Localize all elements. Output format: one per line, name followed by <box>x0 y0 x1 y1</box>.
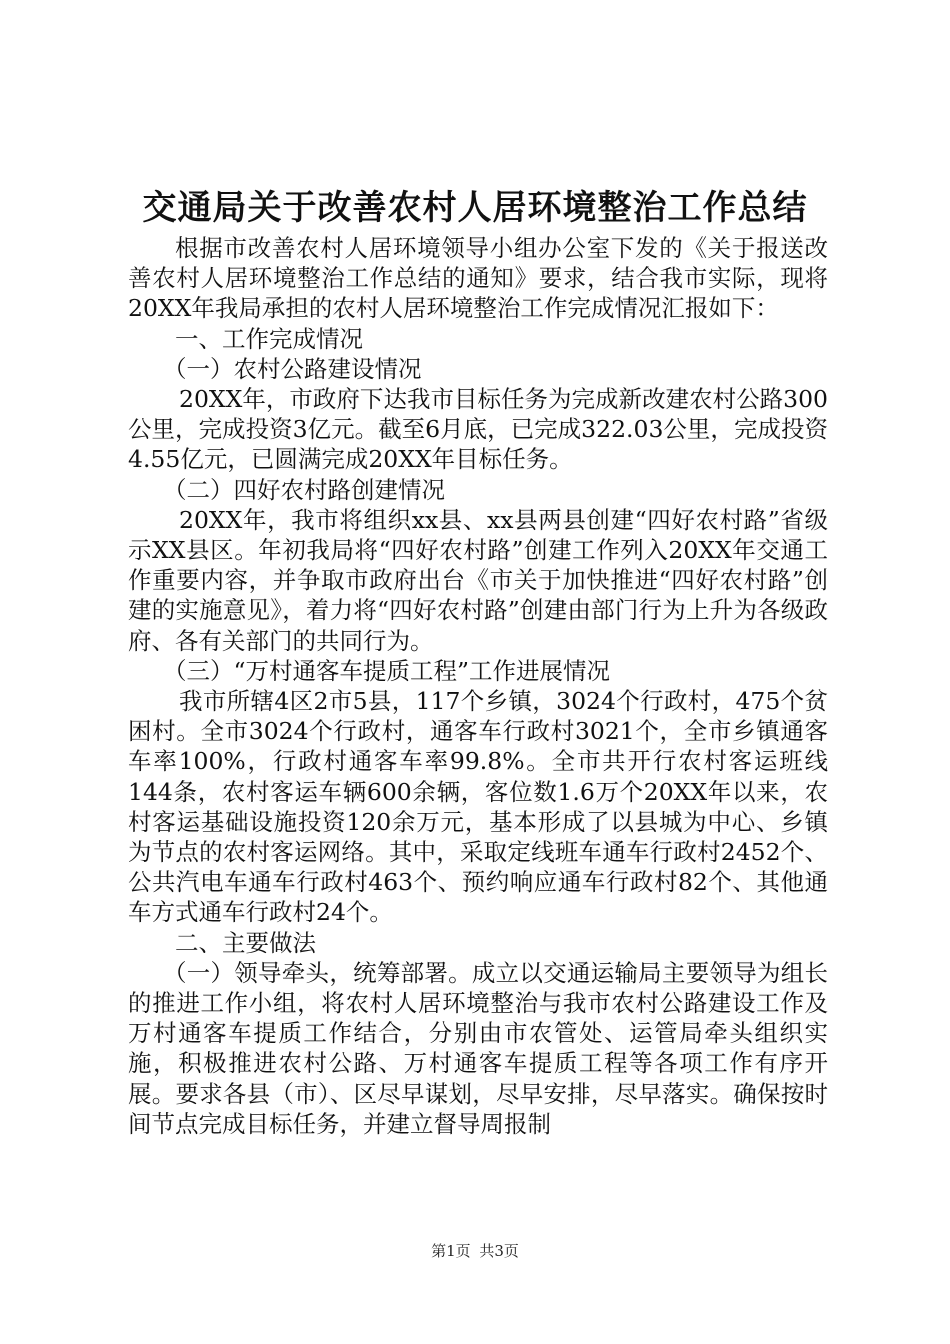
paragraph-rural-roads: 20XX年，市政府下达我市目标任务为完成新改建农村公路300公里，完成投资3亿元。截至6月底，已完成322.03公里，完成投资4.55亿元，已圆满完成20XX年目标任务。 <box>128 385 828 474</box>
page-total: 共3页 <box>479 1242 519 1260</box>
paragraph-four-good-roads: 20XX年，我市将组织xx县、xx县两县创建“四好农村路”省级示XX县区。年初我局将“四好农村路”创建工作列入20XX年交通工作重要内容，并争取市政府出台《市关于加快推进“四好农村路”创建的实施意见》，着力将“四好农村路”创建由部门行为上升为各级政府、各有关部门的共同行为。 <box>128 505 828 655</box>
section-heading-1: 一、工作完成情况 <box>175 324 363 353</box>
document-title: 交通局关于改善农村人居环境整治工作总结 <box>142 188 808 228</box>
section-heading-2: 二、主要做法 <box>175 928 316 957</box>
paragraph-village-bus: 我市所辖4区2市5县，117个乡镇，3024个行政村，475个贫困村。全市3024个行政村，通客车行政村3021个，全市乡镇通客车率100%，行政村通客车率99.8%。全市共开行农村客运班线144条，农村客运车辆600余辆，客位数1.6万个20XX年以来，农村客运基础设施投资120余万元，基本形成了以县城为中心、乡镇为节点的农村客运网络。其中，采取定线班车通车行政村2452个、公共汽电车通车行政村463个、预约响应通车行政村82个、其他通车方式通车行政村24个。 <box>128 687 828 927</box>
intro-paragraph: 根据市改善农村人居环境领导小组办公室下发的《关于报送改善农村人居环境整治工作总结的通知》要求，结合我市实际，现将20XX年我局承担的农村人居环境整治工作完成情况汇报如下： <box>128 234 828 323</box>
subsection-heading-1-2: （二）四好农村路创建情况 <box>163 475 445 504</box>
paragraph-leadership: （一）领导牵头，统筹部署。成立以交通运输局主要领导为组长的推进工作小组，将农村人居环境整治与我市农村公路建设工作及万村通客车提质工作结合，分别由市农管处、运管局牵头组织实施，积极推进农村公路、万村通客车提质工程等各项工作有序开展。要求各县（市）、区尽早谋划，尽早安排，尽早落实。确保按时间节点完成目标任务，并建立督导周报制 <box>128 958 828 1138</box>
subsection-heading-1-1: （一）农村公路建设情况 <box>163 354 422 383</box>
page-footer <box>0 1241 950 1261</box>
page-number: 第1页 <box>431 1242 471 1260</box>
subsection-heading-1-3: （三）“万村通客车提质工程”工作进展情况 <box>163 656 611 685</box>
document-body <box>128 233 828 1139</box>
